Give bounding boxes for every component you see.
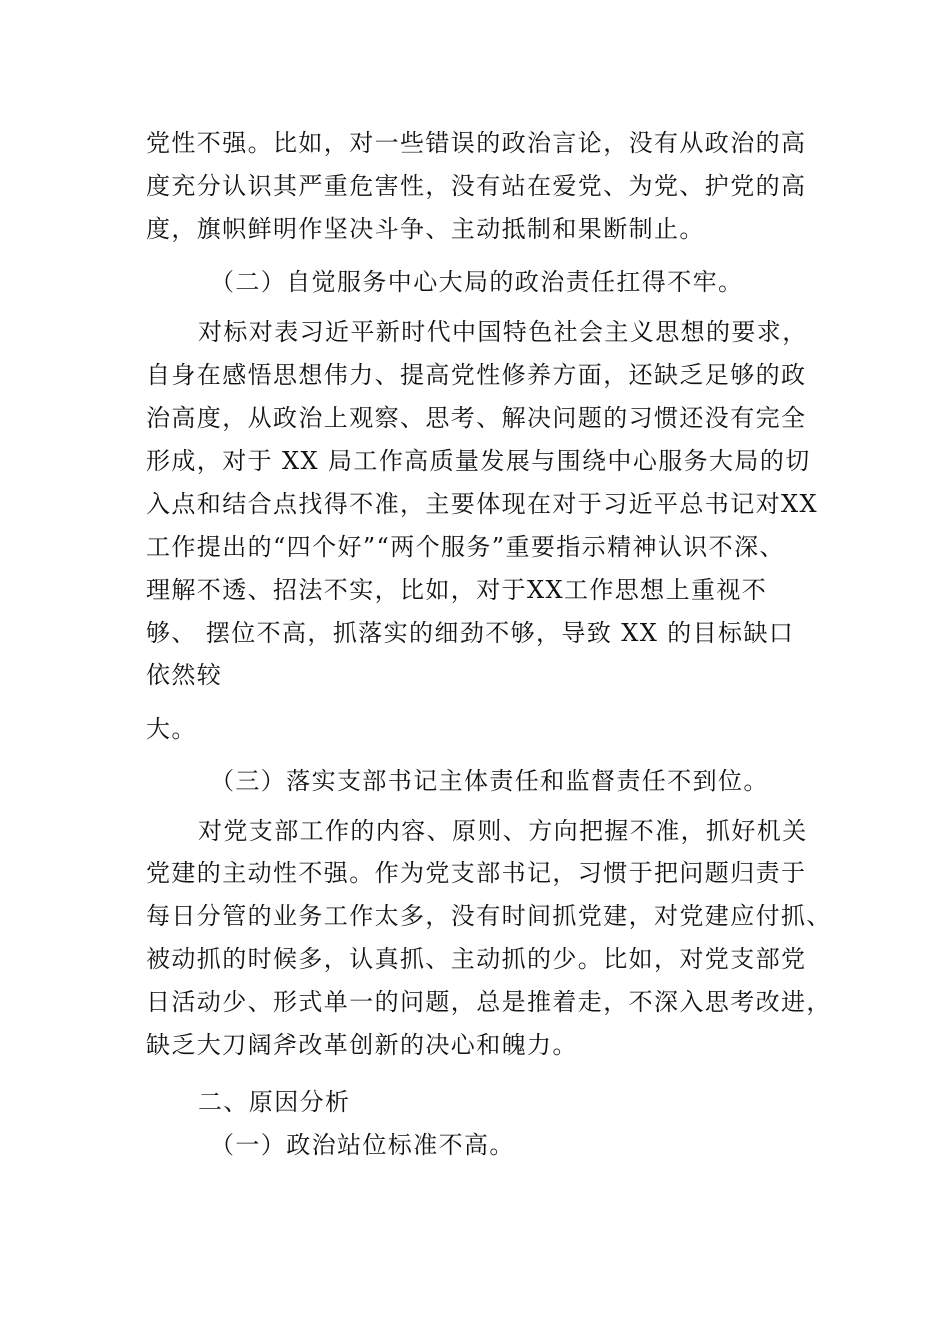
paragraph-line: 日活动少、形式单一的问题，总是推着走，不深入思考改进，: [146, 988, 832, 1016]
paragraph-line: 党性不强。比如，对一些错误的政治言论，没有从政治的高: [146, 129, 807, 157]
paragraph-line: 度充分认识其严重危害性，没有站在爱党、为党、护党的高: [146, 172, 807, 200]
paragraph-line: 被动抓的时候多，认真抓、主动抓的少。比如，对党支部党: [146, 945, 807, 973]
paragraph-line: 每日分管的业务工作太多，没有时间抓党建，对党建应付抓、: [146, 902, 832, 930]
paragraph-line: 对党支部工作的内容、原则、方向把握不准，抓好机关: [198, 817, 808, 845]
paragraph-line: 依然较: [146, 661, 223, 689]
paragraph-line: 党建的主动性不强。作为党支部书记，习惯于把问题归责于: [146, 859, 807, 887]
paragraph-line: 大。: [146, 715, 197, 743]
paragraph-line: 够、 摆位不高，抓落实的细劲不够，导致 XX 的目标缺口: [146, 619, 795, 647]
paragraph-line: 工作提出的“四个好”“两个服务”重要指示精神认识不深、: [146, 533, 785, 561]
paragraph-line: 对标对表习近平新时代中国特色社会主义思想的要求，: [198, 318, 808, 346]
section-heading: （二）自觉服务中心大局的政治责任扛得不牢。: [210, 268, 744, 296]
paragraph-line: 入点和结合点找得不准，主要体现在对于习近平总书记对XX: [146, 490, 818, 518]
section-heading: （一）政治站位标准不高。: [210, 1131, 515, 1159]
chapter-heading: 二、原因分析: [198, 1088, 351, 1116]
paragraph-line: 缺乏大刀阔斧改革创新的决心和魄力。: [146, 1031, 578, 1059]
paragraph-line: 治高度，从政治上观察、思考、解决问题的习惯还没有完全: [146, 404, 807, 432]
paragraph-line: 自身在感悟思想伟力、提高党性修养方面，还缺乏足够的政: [146, 361, 807, 389]
paragraph-line: 理解不透、招法不实，比如，对于XX工作思想上重视不: [146, 576, 768, 604]
paragraph-line: 度，旗帜鲜明作坚决斗争、主动抵制和果断制止。: [146, 215, 705, 243]
paragraph-line: 形成，对于 XX 局工作高质量发展与围绕中心服务大局的切: [146, 447, 811, 475]
section-heading: （三）落实支部书记主体责任和监督责任不到位。: [210, 767, 769, 795]
